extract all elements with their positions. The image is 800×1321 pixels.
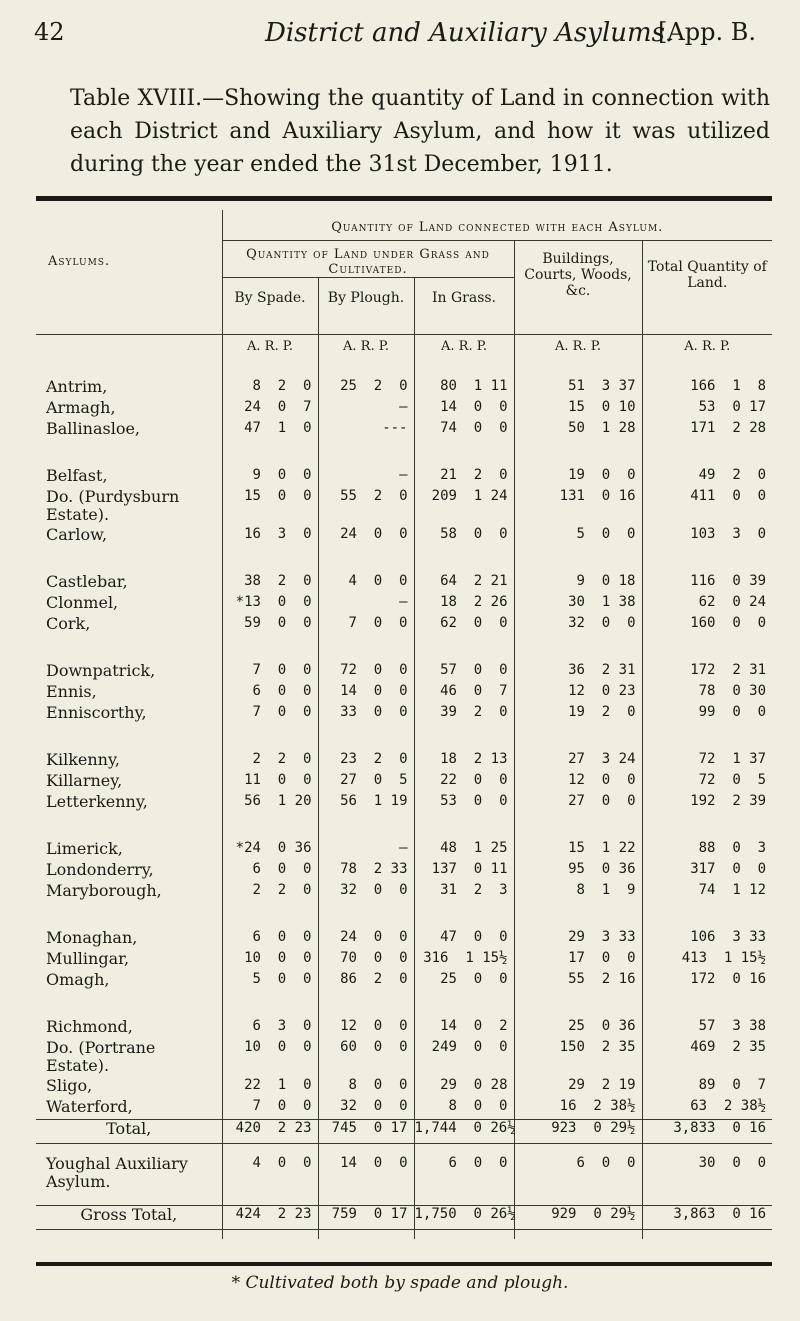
cell-buildings: 131 0 16 [514, 488, 642, 526]
cell-plough: — [318, 467, 414, 488]
asylum-name: Mullingar, [46, 949, 130, 968]
cell-buildings: 150 2 35 [514, 1039, 642, 1077]
cell-grass: 6 0 0 [414, 1155, 514, 1193]
asylum-name: Total, [36, 1119, 222, 1143]
table-row [36, 399, 772, 420]
cell-plough: — [318, 399, 414, 420]
cell-grass: 39 2 0 [414, 704, 514, 725]
table-row [36, 420, 772, 441]
cell-plough: 4 0 0 [318, 573, 414, 594]
cell-spade: 56 1 20 [222, 793, 318, 814]
cell-spade: *13 0 0 [222, 594, 318, 615]
table-row [36, 467, 772, 488]
asylum-name: Do. (Portrane Estate). [46, 1038, 156, 1075]
cell-total: 317 0 0 [642, 861, 772, 882]
cell-spade: 7 0 0 [222, 662, 318, 683]
cell-total: 106 3 33 [642, 929, 772, 950]
asylum-name: Antrim, [46, 377, 108, 396]
cell-buildings: 6 0 0 [514, 1155, 642, 1193]
row-spacer [36, 636, 772, 662]
cell-spade: 2 2 0 [222, 882, 318, 903]
running-title: District and Auxiliary Asylums. [265, 18, 674, 48]
cell-total: 172 2 31 [642, 662, 772, 683]
cell-total: 171 2 28 [642, 420, 772, 441]
cell-plough: 27 0 5 [318, 772, 414, 793]
asylum-name: Monaghan, [46, 928, 138, 947]
table-row [36, 615, 772, 636]
cell-plough: 32 0 0 [318, 882, 414, 903]
cell-plough: 33 0 0 [318, 704, 414, 725]
cell-grass: 57 0 0 [414, 662, 514, 683]
cell-buildings: 15 0 10 [514, 399, 642, 420]
cell-buildings: 15 1 22 [514, 840, 642, 861]
appendix-label: [App. B. [658, 18, 756, 46]
table-title: Table XVIII.—Showing the quantity of Land in connection with each District and Auxiliary Asylum, and how it was utilized during the year ended the 31st December, 1911. [70, 86, 770, 177]
asylum-name: Gross Total, [36, 1205, 222, 1229]
cell-grass: 46 0 7 [414, 683, 514, 704]
row-spacer [36, 1193, 772, 1205]
table-row [36, 1039, 772, 1077]
cell-plough: 745 0 17 [318, 1119, 414, 1143]
cell-grass: 64 2 21 [414, 573, 514, 594]
table-row [36, 882, 772, 903]
units-grass: A. R. P. [414, 334, 514, 368]
cell-grass: 80 1 11 [414, 378, 514, 399]
asylum-name: Castlebar, [46, 572, 128, 591]
table-row [36, 526, 772, 547]
table-row [36, 840, 772, 861]
super-header: Quantity of Land connected with each Asylum. [222, 210, 772, 240]
table-row [36, 751, 772, 772]
cell-grass: 137 0 11 [414, 861, 514, 882]
cell-grass: 48 1 25 [414, 840, 514, 861]
cell-buildings: 12 0 0 [514, 772, 642, 793]
cell-spade: 6 0 0 [222, 683, 318, 704]
cell-spade: 2 2 0 [222, 751, 318, 772]
cell-plough: 759 0 17 [318, 1205, 414, 1229]
cell-spade: 22 1 0 [222, 1077, 318, 1098]
row-spacer [36, 1229, 772, 1239]
cell-total: 413 1 15½ [642, 950, 772, 971]
cell-total: 63 2 38½ [642, 1098, 772, 1119]
row-spacer [36, 992, 772, 1018]
table-row [36, 950, 772, 971]
cell-grass: 53 0 0 [414, 793, 514, 814]
cell-buildings: 36 2 31 [514, 662, 642, 683]
table-row [36, 1098, 772, 1119]
cell-total: 160 0 0 [642, 615, 772, 636]
units-buildings: A. R. P. [514, 334, 642, 368]
cell-grass: 316 1 15½ [414, 950, 514, 971]
cell-spade: 6 0 0 [222, 929, 318, 950]
cell-spade: 7 0 0 [222, 704, 318, 725]
cell-spade: 10 0 0 [222, 1039, 318, 1077]
cell-buildings: 8 1 9 [514, 882, 642, 903]
cell-plough: 55 2 0 [318, 488, 414, 526]
cell-grass: 47 0 0 [414, 929, 514, 950]
cell-plough: 78 2 33 [318, 861, 414, 882]
cell-grass: 18 2 13 [414, 751, 514, 772]
bottom-rule [36, 1262, 772, 1266]
cell-spade: 38 2 0 [222, 573, 318, 594]
cell-total: 89 0 7 [642, 1077, 772, 1098]
table-row [36, 378, 772, 399]
cell-buildings: 50 1 28 [514, 420, 642, 441]
units-plough: A. R. P. [318, 334, 414, 368]
cell-spade: 11 0 0 [222, 772, 318, 793]
cell-spade: 59 0 0 [222, 615, 318, 636]
page-number: 42 [34, 18, 65, 46]
footnote: * Cultivated both by spade and plough. [231, 1273, 569, 1293]
units-spade: A. R. P. [222, 334, 318, 368]
cell-plough: 72 0 0 [318, 662, 414, 683]
table-row [36, 971, 772, 992]
cell-grass: 1,750 0 26½ [414, 1205, 514, 1229]
cell-plough: 25 2 0 [318, 378, 414, 399]
table-row [36, 793, 772, 814]
asylum-name: Carlow, [46, 525, 108, 544]
cell-spade: 10 0 0 [222, 950, 318, 971]
table-row [36, 573, 772, 594]
cell-buildings: 51 3 37 [514, 378, 642, 399]
cell-spade: 5 0 0 [222, 971, 318, 992]
col-total: Total Quantity of Land. [642, 240, 772, 334]
cell-grass: 21 2 0 [414, 467, 514, 488]
cell-total: 72 0 5 [642, 772, 772, 793]
cell-buildings: 29 3 33 [514, 929, 642, 950]
asylum-name: Clonmel, [46, 593, 119, 612]
cell-spade: 6 0 0 [222, 861, 318, 882]
cell-buildings: 17 0 0 [514, 950, 642, 971]
cell-plough: 14 0 0 [318, 1155, 414, 1193]
cell-buildings: 32 0 0 [514, 615, 642, 636]
table-row [36, 772, 772, 793]
cell-spade: 424 2 23 [222, 1205, 318, 1229]
row-spacer [36, 441, 772, 467]
row-spacer [36, 368, 772, 378]
cell-buildings: 95 0 36 [514, 861, 642, 882]
table-row [36, 861, 772, 882]
cell-plough: 60 0 0 [318, 1039, 414, 1077]
cell-grass: 8 0 0 [414, 1098, 514, 1119]
cell-plough: --- [318, 420, 414, 441]
row-spacer [36, 547, 772, 573]
cell-spade: *24 0 36 [222, 840, 318, 861]
cell-spade: 47 1 0 [222, 420, 318, 441]
cell-buildings: 16 2 38½ [514, 1098, 642, 1119]
top-rule [36, 196, 772, 201]
cell-grass: 25 0 0 [414, 971, 514, 992]
cell-buildings: 923 0 29½ [514, 1119, 642, 1143]
cell-total: 411 0 0 [642, 488, 772, 526]
asylum-name: Kilkenny, [46, 750, 120, 769]
cell-spade: 420 2 23 [222, 1119, 318, 1143]
cell-plough: — [318, 594, 414, 615]
table-row [36, 704, 772, 725]
asylum-name: Londonderry, [46, 860, 154, 879]
cell-spade: 8 2 0 [222, 378, 318, 399]
asylum-name: Letterkenny, [46, 792, 148, 811]
asylum-name: Youghal Auxiliary Asylum. [46, 1154, 188, 1191]
asylum-name: Armagh, [46, 398, 116, 417]
land-table [36, 210, 772, 1239]
cell-buildings: 29 2 19 [514, 1077, 642, 1098]
cell-total: 74 1 12 [642, 882, 772, 903]
cell-total: 166 1 8 [642, 378, 772, 399]
cell-total: 3,863 0 16 [642, 1205, 772, 1229]
asylum-name: Enniscorthy, [46, 703, 147, 722]
cell-plough: 23 2 0 [318, 751, 414, 772]
cell-total: 103 3 0 [642, 526, 772, 547]
cell-grass: 1,744 0 26½ [414, 1119, 514, 1143]
asylum-name: Ennis, [46, 682, 97, 701]
cell-spade: 6 3 0 [222, 1018, 318, 1039]
cell-buildings: 19 2 0 [514, 704, 642, 725]
cell-plough: — [318, 840, 414, 861]
row-spacer [36, 903, 772, 929]
table-row [36, 683, 772, 704]
cell-grass: 22 0 0 [414, 772, 514, 793]
cell-plough: 70 0 0 [318, 950, 414, 971]
cell-buildings: 55 2 16 [514, 971, 642, 992]
asylum-name: Maryborough, [46, 881, 162, 900]
asylum-name: Sligo, [46, 1076, 93, 1095]
cell-buildings: 27 3 24 [514, 751, 642, 772]
table-row [36, 488, 772, 526]
group-header: Quantity of Land under Grass and Cultivated. [222, 240, 514, 277]
cell-spade: 7 0 0 [222, 1098, 318, 1119]
asylum-name: Ballinasloe, [46, 419, 141, 438]
asylum-name: Belfast, [46, 466, 108, 485]
table-row [36, 594, 772, 615]
cell-total: 99 0 0 [642, 704, 772, 725]
cell-buildings: 19 0 0 [514, 467, 642, 488]
cell-buildings: 27 0 0 [514, 793, 642, 814]
cell-grass: 74 0 0 [414, 420, 514, 441]
cell-total: 49 2 0 [642, 467, 772, 488]
cell-spade: 4 0 0 [222, 1155, 318, 1193]
asylum-name: Limerick, [46, 839, 123, 858]
cell-buildings: 929 0 29½ [514, 1205, 642, 1229]
cell-grass: 29 0 28 [414, 1077, 514, 1098]
cell-grass: 14 0 0 [414, 399, 514, 420]
cell-total: 3,833 0 16 [642, 1119, 772, 1143]
units-total: A. R. P. [642, 334, 772, 368]
cell-total: 62 0 24 [642, 594, 772, 615]
cell-plough: 86 2 0 [318, 971, 414, 992]
col-plough: By Plough. [318, 277, 414, 334]
asylum-name: Do. (Purdysburn Estate). [46, 487, 180, 524]
cell-plough: 24 0 0 [318, 526, 414, 547]
cell-buildings: 5 0 0 [514, 526, 642, 547]
cell-plough: 56 1 19 [318, 793, 414, 814]
cell-spade: 24 0 7 [222, 399, 318, 420]
table-row [36, 1018, 772, 1039]
cell-plough: 7 0 0 [318, 615, 414, 636]
cell-plough: 32 0 0 [318, 1098, 414, 1119]
cell-total: 78 0 30 [642, 683, 772, 704]
asylum-name: Downpatrick, [46, 661, 156, 680]
asylum-name: Richmond, [46, 1017, 133, 1036]
page-header [0, 0, 800, 62]
asylum-name: Omagh, [46, 970, 110, 989]
cell-grass: 249 0 0 [414, 1039, 514, 1077]
cell-plough: 14 0 0 [318, 683, 414, 704]
cell-spade: 16 3 0 [222, 526, 318, 547]
cell-buildings: 30 1 38 [514, 594, 642, 615]
cell-grass: 58 0 0 [414, 526, 514, 547]
table-row [36, 1077, 772, 1098]
cell-total: 192 2 39 [642, 793, 772, 814]
cell-total: 57 3 38 [642, 1018, 772, 1039]
row-spacer [36, 725, 772, 751]
cell-total: 88 0 3 [642, 840, 772, 861]
row-spacer [36, 814, 772, 840]
cell-grass: 18 2 26 [414, 594, 514, 615]
table-row [36, 662, 772, 683]
cell-total: 30 0 0 [642, 1155, 772, 1193]
youghal-row [36, 1155, 772, 1193]
cell-spade: 15 0 0 [222, 488, 318, 526]
col-spade: By Spade. [222, 277, 318, 334]
cell-plough: 12 0 0 [318, 1018, 414, 1039]
col-grass: In Grass. [414, 277, 514, 334]
cell-total: 116 0 39 [642, 573, 772, 594]
col-buildings: Buildings, Courts, Woods, &c. [514, 240, 642, 334]
cell-buildings: 12 0 23 [514, 683, 642, 704]
asylum-name: Killarney, [46, 771, 123, 790]
asylum-name: Cork, [46, 614, 91, 633]
asylum-name: Waterford, [46, 1097, 133, 1116]
total-row [36, 1119, 772, 1143]
cell-total: 172 0 16 [642, 971, 772, 992]
cell-total: 469 2 35 [642, 1039, 772, 1077]
cell-grass: 31 2 3 [414, 882, 514, 903]
col-asylums: Asylums. [36, 240, 222, 334]
cell-total: 53 0 17 [642, 399, 772, 420]
gross-total-row [36, 1205, 772, 1229]
cell-buildings: 25 0 36 [514, 1018, 642, 1039]
table-row [36, 929, 772, 950]
cell-total: 72 1 37 [642, 751, 772, 772]
cell-grass: 14 0 2 [414, 1018, 514, 1039]
cell-plough: 24 0 0 [318, 929, 414, 950]
cell-grass: 62 0 0 [414, 615, 514, 636]
cell-spade: 9 0 0 [222, 467, 318, 488]
cell-grass: 209 1 24 [414, 488, 514, 526]
cell-buildings: 9 0 18 [514, 573, 642, 594]
cell-plough: 8 0 0 [318, 1077, 414, 1098]
